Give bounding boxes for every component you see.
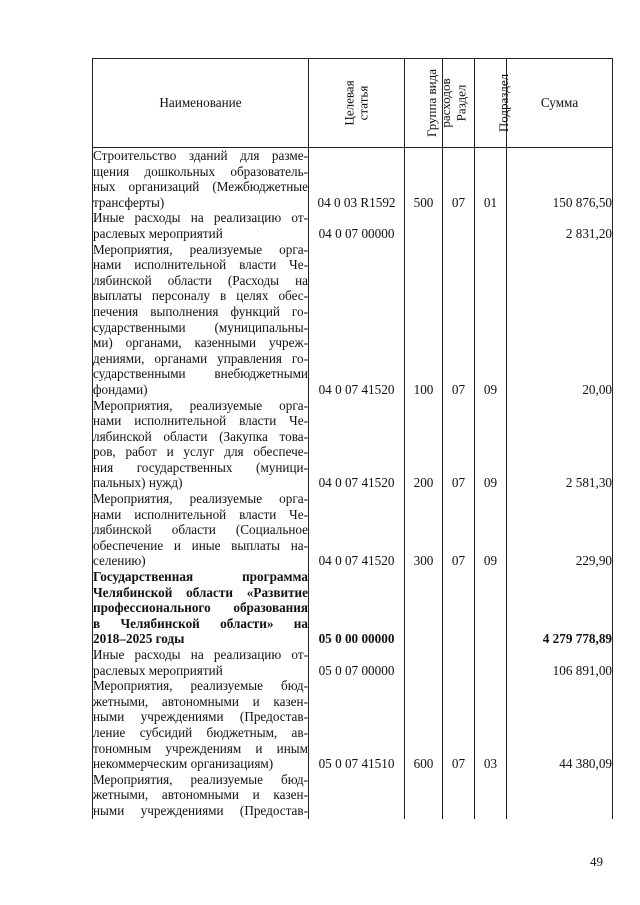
row-target: [309, 772, 405, 819]
row-group: 600: [405, 678, 443, 772]
row-name: [93, 772, 309, 819]
row-target: 04 0 07 41520: [309, 398, 405, 492]
row-name: [93, 210, 309, 241]
row-sum: 106 891,00: [507, 647, 613, 678]
row-sum: 229,90: [507, 491, 613, 569]
row-name-line: Иные расходы на реализацию от-: [93, 210, 308, 226]
row-name-line: некоммерческим организациям): [93, 756, 274, 772]
row-name-line: щения дошкольных образователь-: [93, 163, 308, 179]
header-target: Целевая статья: [309, 59, 405, 148]
row-name-line: Строительство зданий для разме-: [93, 148, 308, 163]
row-section: [443, 772, 475, 819]
row-section: [443, 647, 475, 678]
table-row: [93, 148, 613, 211]
table-row: [93, 398, 613, 492]
row-name-line: сударственными (муниципальны-: [93, 319, 308, 335]
row-name-line: нами исполнительной власти Че-: [93, 413, 308, 429]
row-name-line: Иные расходы на реализацию от-: [93, 647, 308, 662]
row-name-line: Мероприятия, реализуемые бюд-: [93, 771, 308, 787]
row-name-line: профессионального образования: [93, 600, 308, 616]
row-sum: 20,00: [507, 242, 613, 398]
row-name-line: пальных) нужд): [93, 475, 183, 491]
row-section: 07: [443, 398, 475, 492]
table-row: [93, 678, 613, 772]
row-target: 04 0 07 00000: [309, 210, 405, 241]
row-group: [405, 569, 443, 647]
row-group: 200: [405, 398, 443, 492]
row-group: 300: [405, 491, 443, 569]
row-name-line: селению): [93, 553, 146, 569]
row-sum: 150 876,50: [507, 148, 613, 211]
budget-table: [92, 58, 613, 819]
header-subsection: Подраздел: [475, 59, 507, 148]
row-name-line: Мероприятия, реализуемые орга-: [93, 241, 308, 257]
row-name: [93, 647, 309, 678]
row-name-line: раслевых мероприятий: [93, 225, 223, 241]
table-body: [93, 148, 613, 819]
table-row: [93, 210, 613, 241]
row-name-line: лябинской области (Социальное: [93, 522, 308, 538]
header-sum: Сумма: [507, 59, 613, 148]
row-target: 04 0 07 41520: [309, 491, 405, 569]
row-target: 05 0 07 41510: [309, 678, 405, 772]
row-name-line: фондами): [93, 381, 148, 397]
row-name-line: трансферты): [93, 194, 165, 210]
row-name-line: Мероприятия, реализуемые орга-: [93, 491, 308, 507]
row-name-line: ров, работ и услуг для обеспече-: [93, 444, 308, 460]
row-section: 07: [443, 242, 475, 398]
row-target: 05 0 00 00000: [309, 569, 405, 647]
row-name-line: жетными, автономными и казен-: [93, 693, 308, 709]
table-row: [93, 569, 613, 647]
row-name-line: лябинской области (Расходы на: [93, 272, 308, 288]
row-name-line: Мероприятия, реализуемые орга-: [93, 397, 308, 413]
row-name-line: печения выполнения функций го-: [93, 303, 308, 319]
row-section: [443, 569, 475, 647]
row-target: 04 0 07 41520: [309, 242, 405, 398]
header-name: Наименование: [93, 59, 309, 148]
row-sum: 2 581,30: [507, 398, 613, 492]
row-target: 05 0 07 00000: [309, 647, 405, 678]
row-name-line: нами исполнительной власти Че-: [93, 257, 308, 273]
row-name-line: Государственная программа: [93, 569, 308, 585]
row-name: [93, 678, 309, 772]
row-subsection: [475, 647, 507, 678]
table-row: [93, 772, 613, 819]
row-section: 07: [443, 678, 475, 772]
row-name-line: ми) органами, казенными учреж-: [93, 335, 308, 351]
row-name-line: ление субсидий бюджетным, ав-: [93, 724, 308, 740]
row-subsection: 03: [475, 678, 507, 772]
row-sum: [507, 772, 613, 819]
row-group: [405, 647, 443, 678]
row-subsection: 01: [475, 148, 507, 211]
row-name-line: раслевых мероприятий: [93, 662, 223, 678]
row-name-line: лябинской области (Закупка това-: [93, 428, 308, 444]
page-number: 49: [590, 854, 603, 869]
row-section: 07: [443, 491, 475, 569]
row-name-line: в Челябинской области» на: [93, 615, 308, 631]
row-name-line: жетными, автономными и казен-: [93, 787, 308, 803]
row-name-line: Мероприятия, реализуемые бюд-: [93, 678, 308, 694]
row-subsection: [475, 569, 507, 647]
row-subsection: 09: [475, 398, 507, 492]
row-name-line: тономным учреждениям и иным: [93, 740, 308, 756]
row-subsection: [475, 210, 507, 241]
row-name: [93, 491, 309, 569]
row-name-line: ных организаций (Межбюджетные: [93, 179, 308, 195]
row-name-line: Челябинской области «Развитие: [93, 584, 308, 600]
row-name-line: обеспечение и иные выплаты на-: [93, 537, 308, 553]
row-target: 04 0 03 R1592: [309, 148, 405, 211]
row-name-line: ния государственных (муници-: [93, 459, 308, 475]
row-subsection: 09: [475, 242, 507, 398]
row-name-line: 2018–2025 годы: [93, 631, 185, 647]
row-name-line: выплаты персоналу в целях обес-: [93, 288, 308, 304]
table-row: [93, 242, 613, 398]
row-name: [93, 398, 309, 492]
row-section: 07: [443, 148, 475, 211]
row-name-line: дениями, органами управления го-: [93, 350, 308, 366]
row-sum: 2 831,20: [507, 210, 613, 241]
table-row: [93, 491, 613, 569]
header-group: Группа вида расходов: [405, 59, 443, 148]
row-name-line: сударственными внебюджетными: [93, 366, 308, 382]
row-group: 100: [405, 242, 443, 398]
row-sum: 4 279 778,89: [507, 569, 613, 647]
row-subsection: [475, 772, 507, 819]
row-group: [405, 772, 443, 819]
row-name-line: ными учреждениями (Предостав-: [93, 802, 308, 818]
table-row: [93, 647, 613, 678]
row-group: [405, 210, 443, 241]
row-name: [93, 569, 309, 647]
row-name: [93, 242, 309, 398]
table-header-row: [93, 59, 613, 148]
row-group: 500: [405, 148, 443, 211]
row-name-line: нами исполнительной власти Че-: [93, 506, 308, 522]
header-section: Раздел: [443, 59, 475, 148]
row-name: [93, 148, 309, 211]
row-sum: 44 380,09: [507, 678, 613, 772]
row-subsection: 09: [475, 491, 507, 569]
row-name-line: ными учреждениями (Предостав-: [93, 709, 308, 725]
row-section: [443, 210, 475, 241]
